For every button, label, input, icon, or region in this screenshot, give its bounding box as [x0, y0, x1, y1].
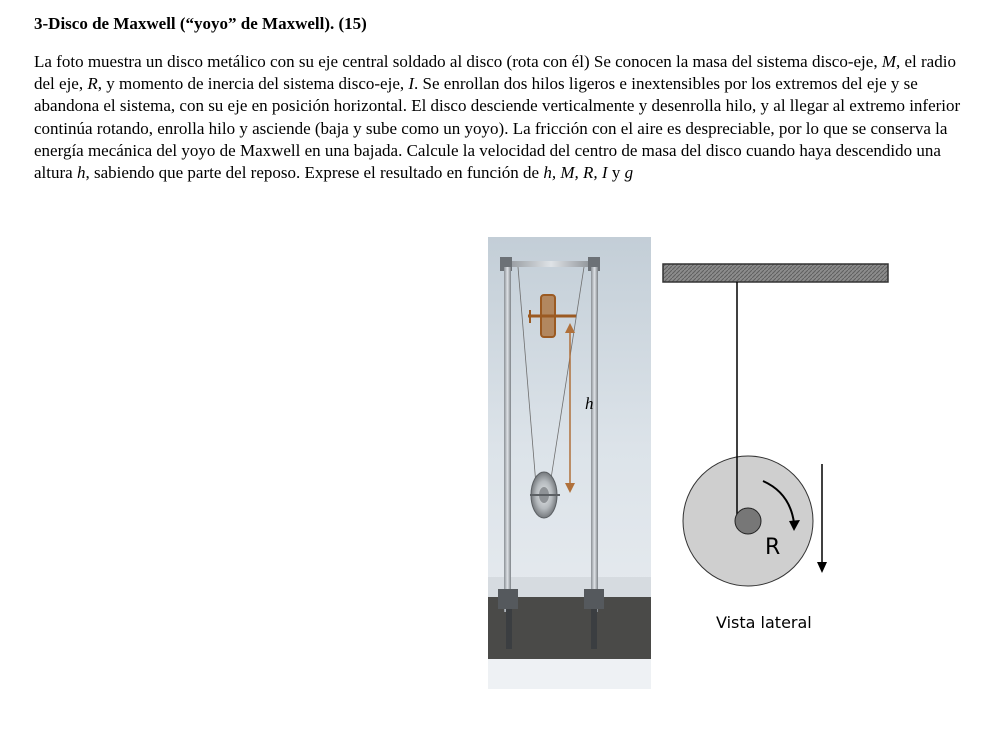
clamp-right — [584, 589, 604, 609]
var-list: h, M, R, I — [543, 163, 608, 183]
problem-statement — [34, 51, 974, 184]
statement-text: , sabiendo que parte del reposo. Exprese el resultado en función de — [85, 163, 544, 183]
var-mass: M — [881, 52, 896, 71]
statement-text: La foto muestra un disco metálico con su eje central soldado al disco (rota con él) Se conocen la masa del sistema disco-eje, — [34, 52, 882, 71]
statement-text: , el radio del eje, — [34, 52, 956, 94]
problem-title: 3-Disco de Maxwell (“yoyo” de Maxwell). (15) — [34, 14, 367, 33]
top-bar — [502, 261, 600, 267]
descent-arrow-head — [817, 562, 827, 573]
clamp-left-screw — [506, 609, 512, 649]
clamp-right-screw — [591, 609, 597, 649]
var-inertia: I — [408, 74, 415, 94]
var-gravity: g — [624, 163, 634, 183]
side-view-diagram — [660, 258, 900, 648]
rod-left — [504, 267, 511, 612]
var-height: h — [76, 163, 86, 183]
apparatus-photo — [488, 237, 651, 689]
rod-right — [591, 267, 598, 612]
statement-text: . Se enrollan dos hilos ligeros e inextensibles por los extremos del eje y se abandona el sistema, con su eje en posición horizontal. El disco desciende verticalmente y desenrolla hilo, y al llegar al extremo inferior continúa rotando, enrolla hilo y asciende (baja y sube como un yoyo). La fricción con el aire es despreciable, por lo que se conserva la energía mecánica del yoyo de Maxwell en una bajada. Calcule la velocidad del centro de masa del disco cuando haya descendido una altura — [34, 74, 961, 183]
radius-label: R — [765, 535, 781, 560]
clamp-left — [498, 589, 518, 609]
height-label: h — [585, 394, 594, 413]
statement-text: y — [607, 163, 625, 183]
diagram-caption: Vista lateral — [716, 613, 812, 632]
statement-text: , y momento de inercia del sistema disco-eje, — [97, 74, 409, 94]
ceiling-support — [663, 264, 888, 282]
photo-bottom-margin — [488, 659, 651, 689]
var-radius: R — [87, 74, 98, 94]
side-axle — [735, 508, 761, 534]
